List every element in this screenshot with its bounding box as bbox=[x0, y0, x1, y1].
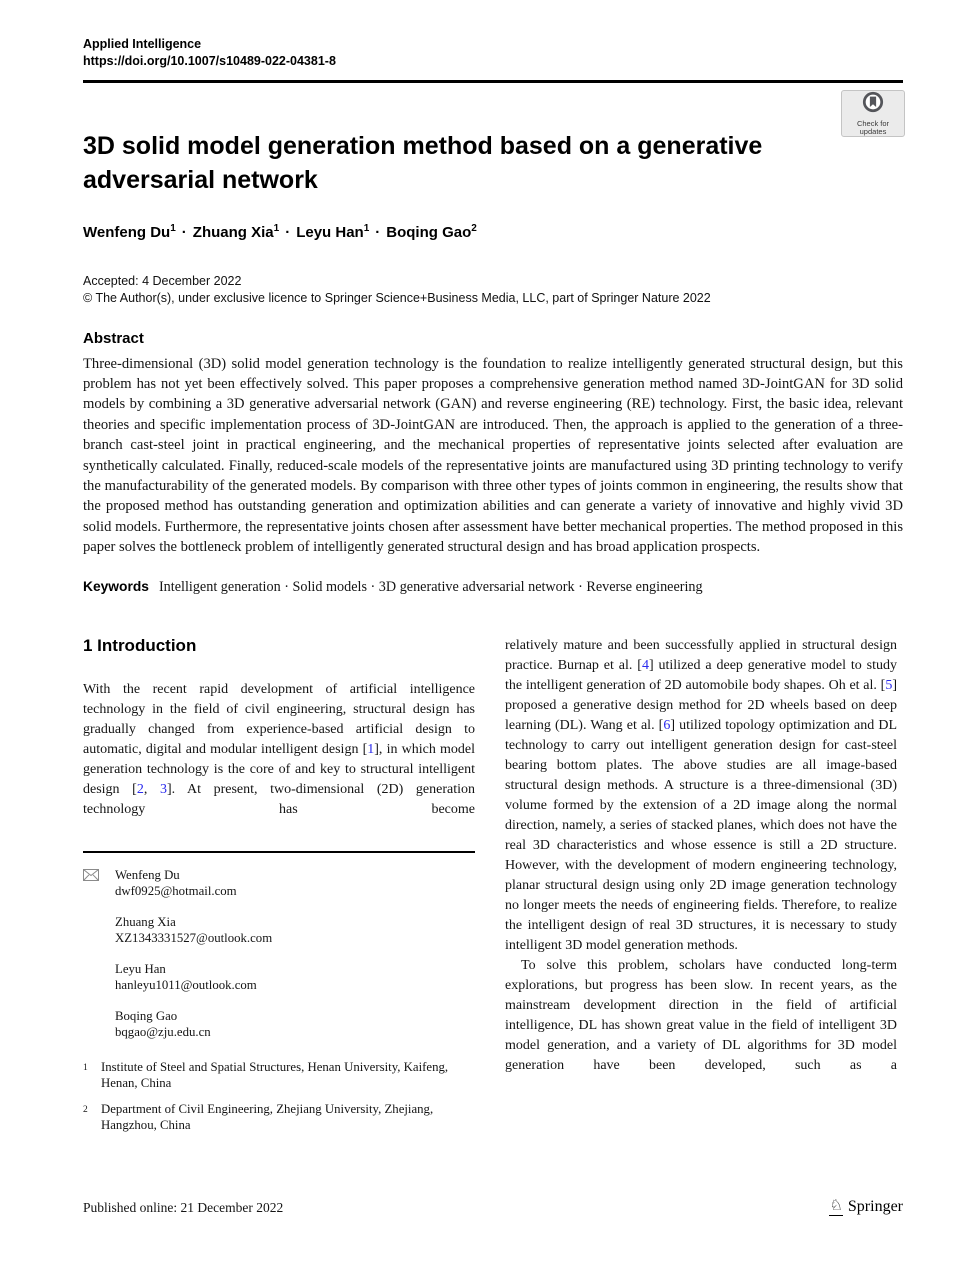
section-heading-introduction: 1 Introduction bbox=[83, 635, 197, 655]
abstract-text: Three-dimensional (3D) solid model generation technology is the foundation to realize intelligently generated structural design, but this problem has not yet been effectively solved. This paper proposes a comprehensive generation method named 3D-JointGAN for 3D solid models by combining a 3D generative adversarial network (GAN) and reverse engineering (RE) technology. First, the basic idea, relevant theories and specific implementation process of 3D-JointGAN are introduced. Then, the approach is applied to the generation of a three-branch cast-steel joint in practical engineering, and the mechanical properties of representative joints selected after evaluation are synthetically calculated. Finally, reduced-scale models of the representative joints are manufactured using 3D printing technology to verify the manufacturability of the generated models. By comparison with three other types of joints common in engineering, the results show that the proposed method has outstanding generation and optimization abilities and can generate a variety of innovative and highly vivid 3D solid models. Furthermore, the representative joints chosen after assessment have better mechanical properties. The method proposed in this paper solves the bottleneck problem of intelligently generated structural design and has broad application prospects. bbox=[83, 355, 903, 556]
intro-paragraph-right-1: relatively mature and been successfully applied in structural design practice. Burnap et al. [4] utilized a deep generative model to study the intelligent generation of 2D automobile body shapes. Oh et al. [5] proposed a generative design method for 2D wheels based on deep learning (DL). Wang et al. [6] utilized topology optimization and DL technology to carry out intelligent generation design for cast-steel bearing bottom plates. The above studies are all image-based structural design methods. A structure is a three-dimensional (3D) volume formed by the extension of a 2D image along the normal direction, namely, a series of stacked planes, which does not have the real 3D characteristics and whose essence is still a 2D structure. However, with the development of modern engineering technology, planar structural design using only 2D image generation technology no longer meets the needs of engineering fields. Therefore, to realize the intelligent design of real 3D structures, it is necessary to study intelligent 3D model generation methods. bbox=[505, 637, 897, 953]
contact-text bbox=[115, 1008, 211, 1041]
contact-list bbox=[83, 867, 475, 1041]
citation-link[interactable]: 3 bbox=[159, 781, 167, 797]
affiliation-text: Institute of Steel and Spatial Structures, Henan University, Kaifeng, Henan, China bbox=[101, 1059, 449, 1091]
keywords-label: Keywords bbox=[83, 578, 149, 594]
affiliation-number: 1 bbox=[83, 1062, 88, 1073]
footnote-rule bbox=[83, 851, 475, 853]
contact-name: Zhuang Xia bbox=[115, 914, 176, 929]
header-rule bbox=[83, 80, 903, 83]
author-name: Boqing Gao bbox=[386, 223, 472, 241]
contact-entry bbox=[83, 867, 475, 900]
envelope-icon-spacer bbox=[83, 961, 107, 994]
envelope-icon-spacer bbox=[83, 914, 107, 947]
author-line bbox=[83, 223, 903, 241]
contact-email: hanleyu1011@outlook.com bbox=[115, 978, 257, 993]
journal-header bbox=[83, 36, 903, 70]
contact-email: dwf0925@hotmail.com bbox=[115, 884, 237, 899]
contact-entry bbox=[83, 961, 475, 994]
badge-label: Check for updates bbox=[856, 118, 890, 136]
publisher-name: Springer bbox=[847, 1198, 903, 1215]
affiliation-entry bbox=[83, 1059, 475, 1092]
author-separator: · bbox=[285, 223, 291, 241]
author-name: Wenfeng Du bbox=[83, 223, 171, 241]
left-column bbox=[83, 636, 475, 1143]
keywords-line bbox=[83, 579, 903, 596]
check-for-updates-badge[interactable] bbox=[841, 90, 905, 137]
contact-text bbox=[115, 914, 272, 947]
contact-text bbox=[115, 961, 257, 994]
citation-link[interactable]: 5 bbox=[885, 677, 893, 693]
author-affiliation-ref: 1 bbox=[170, 222, 176, 234]
affiliation-number: 2 bbox=[83, 1104, 88, 1115]
contact-name: Wenfeng Du bbox=[115, 867, 180, 882]
citation-link[interactable]: 6 bbox=[663, 717, 671, 733]
citation-link[interactable]: 2 bbox=[136, 781, 144, 797]
affiliation-entry bbox=[83, 1101, 475, 1134]
affiliation-text: Department of Civil Engineering, Zhejiang University, Zhejiang, Hangzhou, China bbox=[101, 1101, 434, 1133]
contact-entry bbox=[83, 1008, 475, 1041]
footnote-block bbox=[83, 851, 475, 1143]
envelope-icon-spacer bbox=[83, 1008, 107, 1041]
copyright-line: © The Author(s), under exclusive licence to Springer Science+Business Media, LLC, part of Springer Nature 2022 bbox=[83, 291, 711, 305]
author-affiliation-ref: 1 bbox=[363, 222, 370, 234]
springer-knight-icon: ♘ bbox=[829, 1197, 843, 1214]
page-footer bbox=[83, 1198, 903, 1216]
author-name: Zhuang Xia bbox=[192, 223, 274, 241]
paper-title: 3D solid model generation method based on a generative adversarial network bbox=[83, 131, 763, 194]
author-affiliation-ref: 2 bbox=[471, 222, 477, 234]
citation-link[interactable]: 1 bbox=[367, 741, 375, 757]
accepted-date: Accepted: 4 December 2022 bbox=[83, 273, 242, 288]
contact-text bbox=[115, 867, 237, 900]
right-column bbox=[505, 636, 897, 1143]
contact-entry bbox=[83, 914, 475, 947]
contact-name: Boqing Gao bbox=[115, 1008, 178, 1023]
crossmark-bookmark-icon bbox=[862, 91, 884, 118]
intro-paragraph-right-2: To solve this problem, scholars have conducted long-term explorations, but progress has been slow. In recent years, as the mainstream development direction in the field of artificial intelligence, DL has shown great value in the field of intelligent 3D model generation, and a variety of DL algorithms for 3D model generation have been developed, such as a bbox=[505, 957, 897, 1073]
abstract-heading: Abstract bbox=[83, 329, 144, 347]
published-online: Published online: 21 December 2022 bbox=[83, 1200, 284, 1215]
author-separator: · bbox=[375, 223, 381, 241]
contact-email: XZ1343331527@outlook.com bbox=[115, 931, 273, 946]
author-separator: · bbox=[181, 223, 187, 241]
contact-name: Leyu Han bbox=[115, 961, 166, 976]
contact-email: bqgao@zju.edu.cn bbox=[115, 1025, 211, 1040]
citation-link[interactable]: 4 bbox=[641, 657, 649, 673]
keywords-text: Intelligent generation · Solid models · 3D generative adversarial network · Reverse engineering bbox=[158, 578, 703, 595]
journal-name: Applied Intelligence bbox=[83, 37, 202, 51]
affiliation-list bbox=[83, 1059, 475, 1134]
publisher-logo bbox=[829, 1198, 903, 1216]
article-meta bbox=[83, 273, 903, 308]
envelope-icon bbox=[83, 867, 107, 900]
author-affiliation-ref: 1 bbox=[273, 222, 280, 234]
author-name: Leyu Han bbox=[296, 223, 364, 241]
intro-paragraph-left: With the recent rapid development of artificial intelligence technology in the field of civil engineering, structural design has gradually changed from experience-based artificial design to automatic, digital and modular intelligent design [1], in which model generation technology is the core of and key to structural intelligent design [2, 3]. At present, two-dimensional (2D) generation technology has become bbox=[83, 681, 476, 817]
doi-link: https://doi.org/10.1007/s10489-022-04381-8 bbox=[83, 54, 336, 68]
two-column-body bbox=[83, 636, 903, 1143]
